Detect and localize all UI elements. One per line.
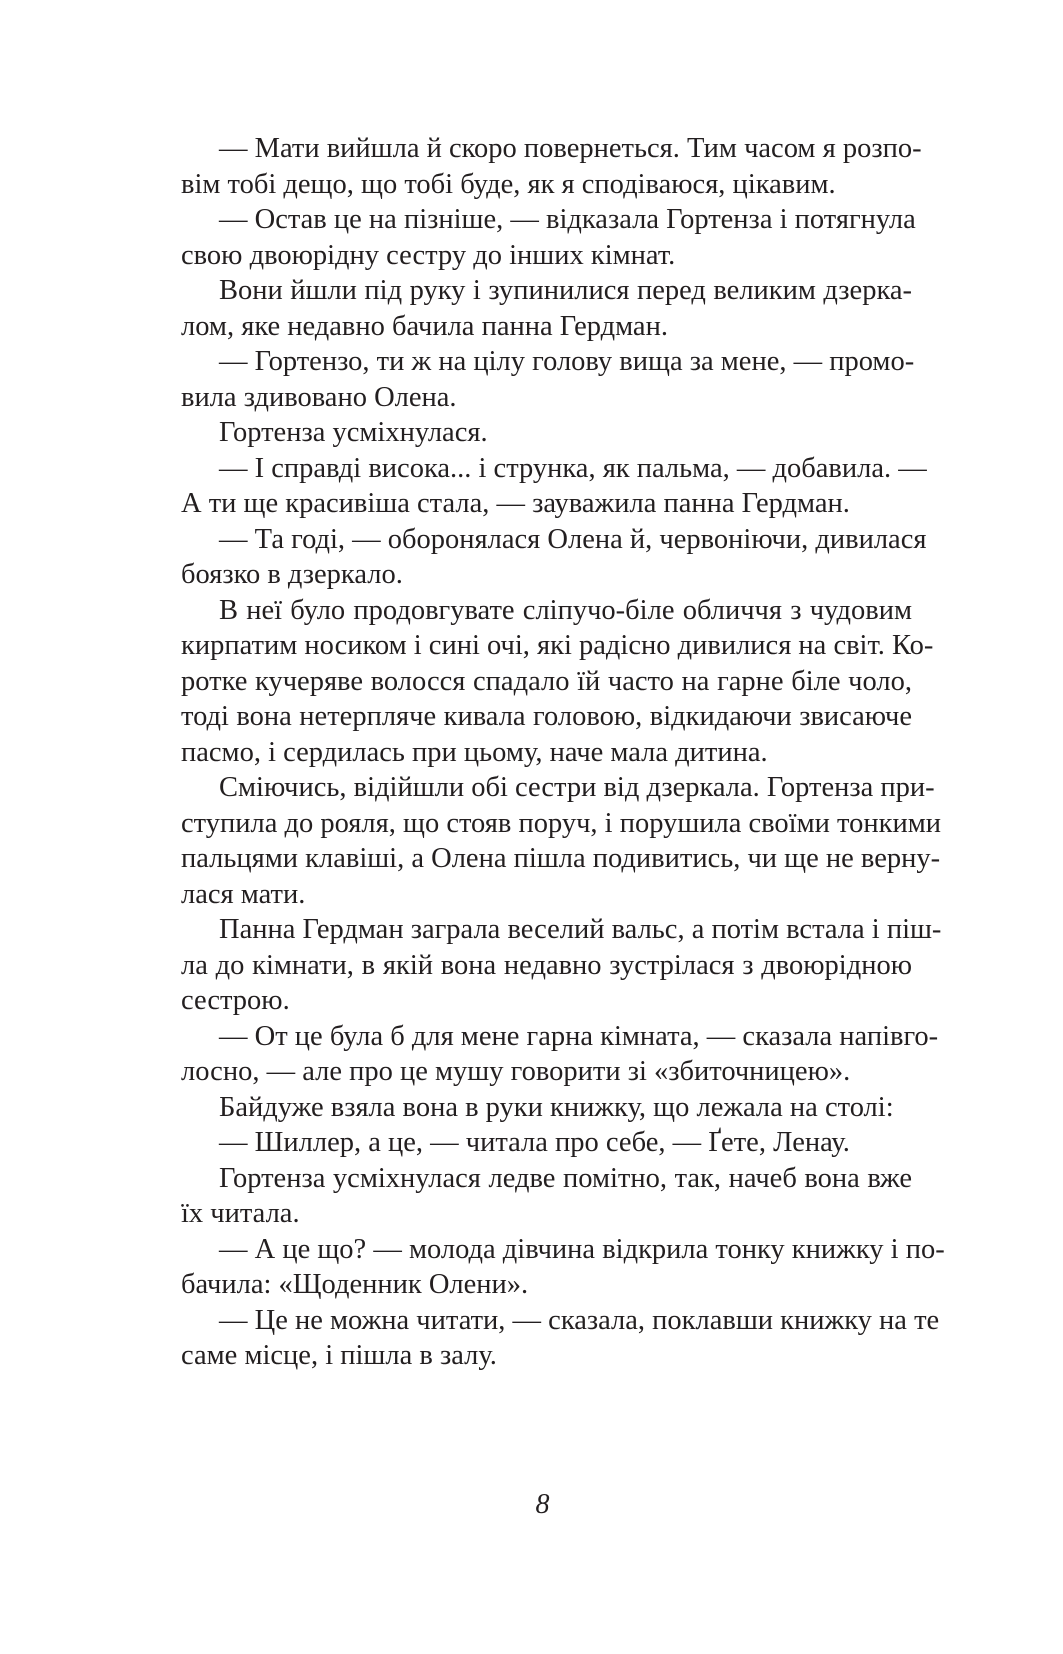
text-line: Гортенза усміхнулася. xyxy=(219,417,488,448)
text-line: Вони йшли під руку і зупинилися перед великим дзерка- xyxy=(219,275,912,306)
paragraph xyxy=(181,415,912,451)
text-line: саме місце, і пішла в залу. xyxy=(181,1340,497,1371)
page-number: 8 xyxy=(535,1489,550,1520)
paragraph xyxy=(181,912,942,1019)
text-line: — Остав це на пізніше, — відказала Гортенза і потягнула xyxy=(219,204,916,235)
paragraph xyxy=(181,1090,912,1126)
text-line: — Це не можна читати, — сказала, поклавши книжку на те xyxy=(219,1304,940,1336)
text-line: пальцями клавіші, а Олена пішла подивитись, чи ще не верну- xyxy=(181,843,941,874)
paragraph xyxy=(181,202,916,273)
text-line: ла до кімнати, в якій вона недавно зустрілася з двоюрідною xyxy=(181,949,912,981)
text-line: — А це що? — молода дівчина відкрила тонку книжку і по- xyxy=(219,1233,945,1265)
text-line: — Мати вийшла й скоро повернеться. Тим часом я розпо- xyxy=(219,133,922,164)
text-line: Панна Гердман заграла веселий вальс, а потім встала і піш- xyxy=(219,914,942,945)
paragraph xyxy=(181,593,934,771)
text-line: ротке кучеряве волосся спадало їй часто на гарне біле чоло, xyxy=(181,665,912,697)
text-line: — Шиллер, а це, — читала про себе, — Ґете, Ленау. xyxy=(219,1127,850,1158)
paragraph xyxy=(181,131,922,202)
text-line: А ти ще красивіша стала, — зауважила панна Гердман. xyxy=(181,488,850,519)
text-line: вім тобі дещо, що тобі буде, як я сподіваюся, цікавим. xyxy=(181,168,836,200)
text-line: лосно, — але про це мушу говорити зі «збиточницею». xyxy=(181,1056,851,1087)
paragraph xyxy=(181,1125,912,1161)
text-line: Сміючись, відійшли обі сестри від дзеркала. Гортенза при- xyxy=(219,772,935,803)
text-line: — І справді висока... і струнка, як пальма, — добавила. — xyxy=(219,452,927,484)
text-line: лом, яке недавно бачила панна Гердман. xyxy=(181,310,668,342)
text-line: — От це була б для мене гарна кімната, — сказала напівго- xyxy=(219,1020,939,1052)
text-line: Байдуже взяла вона в руки книжку, що лежала на столі: xyxy=(219,1091,894,1123)
paragraph xyxy=(181,1161,912,1232)
text-line: Гортенза усміхнулася ледве помітно, так, начеб вона вже xyxy=(219,1162,912,1194)
paragraph xyxy=(181,1232,945,1303)
text-line: В неї було продовгувате сліпучо-біле обличчя з чудовим xyxy=(219,594,912,626)
text-line: бачила: «Щоденник Олени». xyxy=(181,1269,529,1300)
text-line: — Гортензо, ти ж на цілу голову вища за мене, — промо- xyxy=(219,346,915,377)
text-line: лася мати. xyxy=(181,878,306,910)
paragraph xyxy=(181,1019,939,1090)
paragraph xyxy=(181,273,912,344)
body-text xyxy=(181,131,945,1374)
text-line: кирпатим носиком і сині очі, які радісно дивилися на світ. Ко- xyxy=(181,630,934,661)
paragraph xyxy=(181,451,927,522)
text-line: їх читала. xyxy=(181,1198,300,1229)
text-line: сестрою. xyxy=(181,985,290,1016)
text-line: — Та годі, — оборонялася Олена й, червоніючи, дивилася xyxy=(219,523,927,555)
text-line: ступила до рояля, що стояв поруч, і порушила своїми тонкими xyxy=(181,807,941,839)
paragraph xyxy=(181,344,915,415)
text-line: свою двоюрідну сестру до інших кімнат. xyxy=(181,239,676,271)
paragraph xyxy=(181,1303,940,1374)
text-line: вила здивовано Олена. xyxy=(181,381,457,413)
paragraph xyxy=(181,522,927,593)
paragraph xyxy=(181,770,941,912)
text-line: пасмо, і сердилась при цьому, наче мала дитина. xyxy=(181,736,768,768)
text-line: тоді вона нетерпляче кивала головою, відкидаючи звисаюче xyxy=(181,701,912,732)
text-line: боязко в дзеркало. xyxy=(181,559,403,590)
